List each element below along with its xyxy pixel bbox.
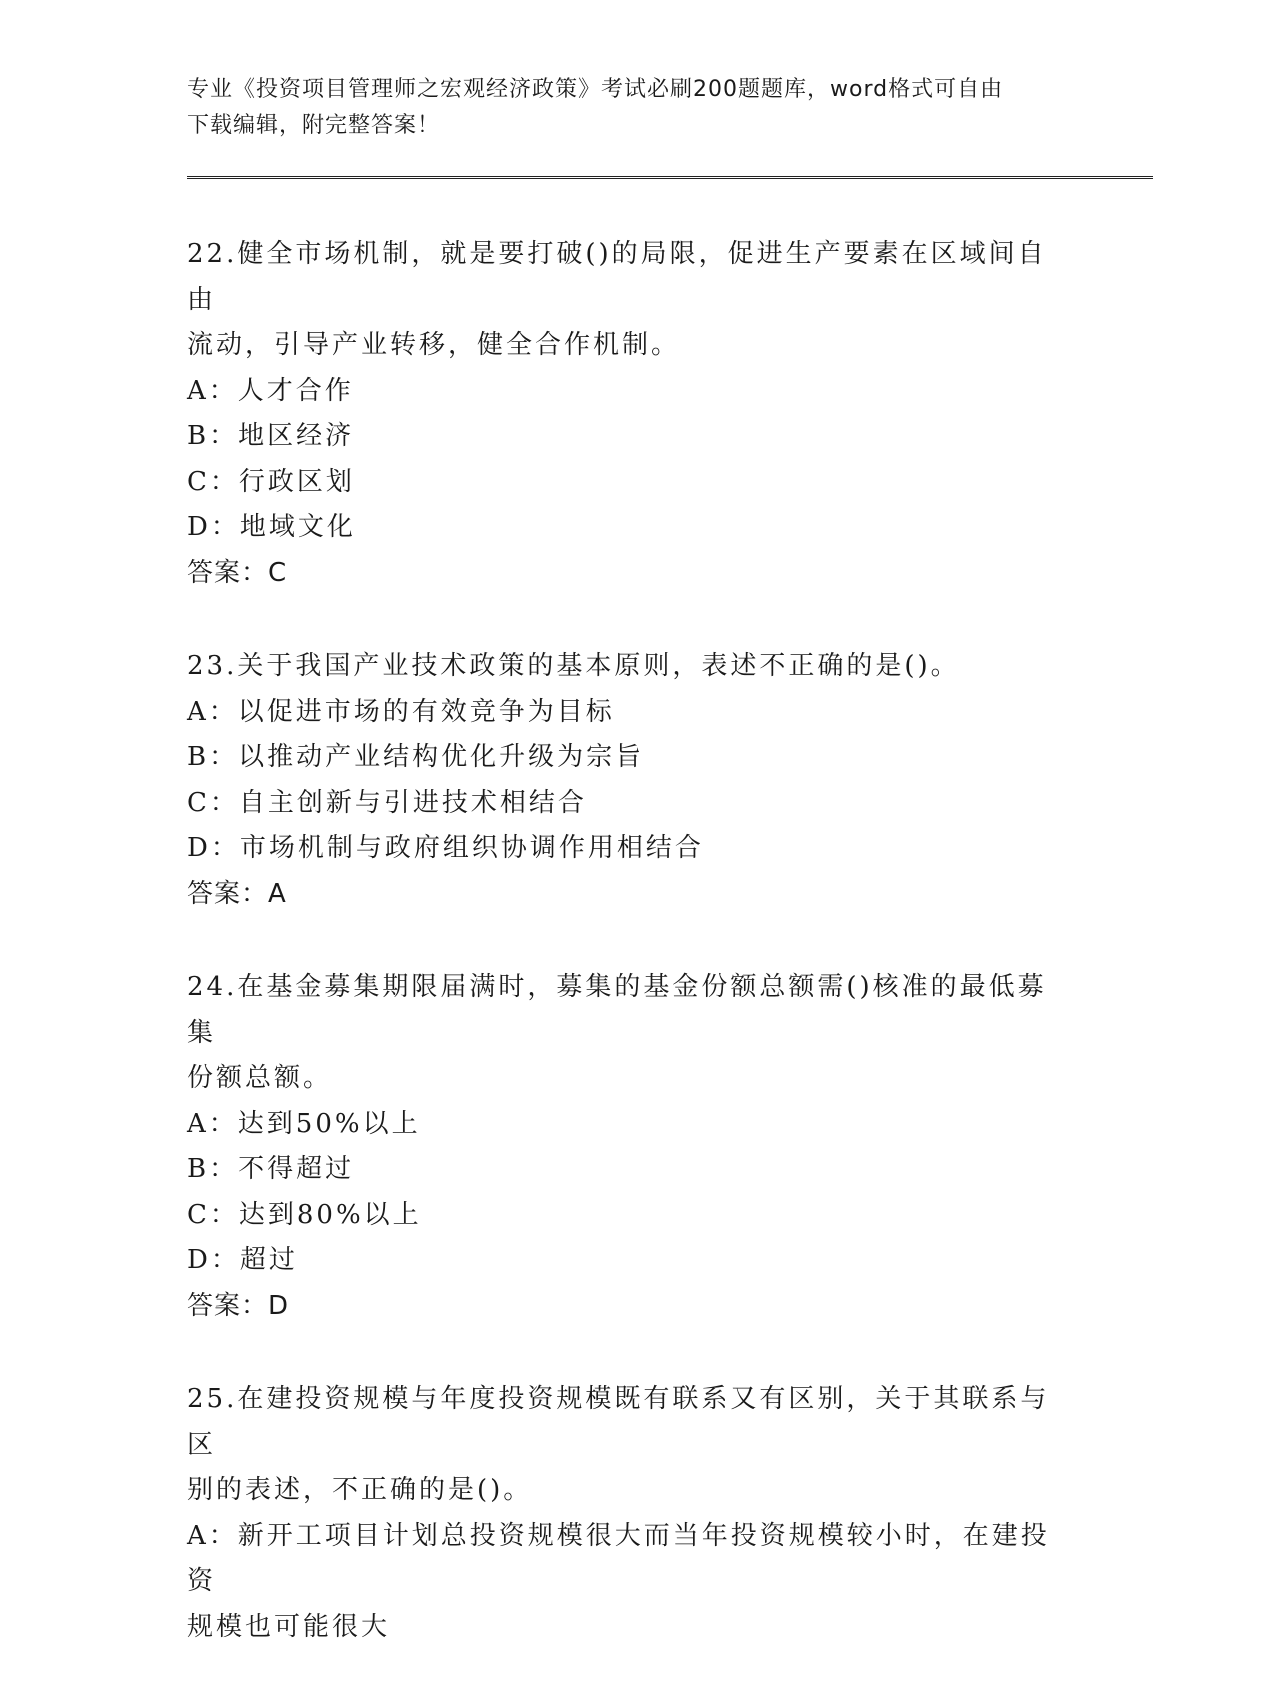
option-b: B：地区经济: [187, 421, 355, 451]
question-text-line-1: 22.健全市场机制，就是要打破()的局限，促进生产要素在区域间自由: [187, 239, 1047, 315]
answer: 答案：D: [187, 1290, 290, 1321]
option-d: D：市场机制与政府组织协调作用相结合: [187, 833, 704, 863]
question-23: [187, 644, 1067, 917]
header-line-1: 专业《投资项目管理师之宏观经济政策》考试必刷200题题库，word格式可自由: [187, 77, 1004, 102]
option-a: A：人才合作: [187, 375, 354, 406]
document-header: [187, 72, 1067, 144]
header-divider: [187, 176, 1153, 179]
option-c: C：行政区划: [187, 466, 355, 497]
question-24: [187, 965, 1067, 1329]
question-22: [187, 232, 1067, 596]
question-25: [187, 1377, 1067, 1650]
header-line-2: 下载编辑，附完整答案！: [187, 113, 441, 138]
answer: 答案：A: [187, 878, 287, 909]
option-a-continued: 规模也可能很大: [187, 1611, 391, 1642]
option-a: A：以促进市场的有效竞争为目标: [187, 696, 615, 727]
option-a: A：达到50%以上: [187, 1108, 421, 1139]
question-list: [187, 232, 1067, 1698]
option-b: B：不得超过: [187, 1154, 355, 1184]
question-text-line-2: 流动，引导产业转移，健全合作机制。: [187, 330, 681, 360]
question-text-line-2: 别的表述，不正确的是()。: [187, 1475, 533, 1505]
question-text-line-1: 24.在基金募集期限届满时，募集的基金份额总额需()核准的最低募集: [187, 972, 1047, 1048]
question-text-line-1: 25.在建投资规模与年度投资规模既有联系又有区别，关于其联系与区: [187, 1384, 1050, 1460]
question-text-line-2: 份额总额。: [187, 1063, 333, 1093]
question-text-line-1: 23.关于我国产业技术政策的基本原则，表述不正确的是()。: [187, 651, 960, 681]
option-b: B：以推动产业结构优化升级为宗旨: [187, 742, 645, 772]
option-d: D：地域文化: [187, 512, 356, 542]
option-a: A：新开工项目计划总投资规模很大而当年投资规模较小时，在建投资: [187, 1520, 1050, 1596]
option-d: D：超过: [187, 1245, 298, 1275]
option-c: C：达到80%以上: [187, 1199, 422, 1230]
option-c: C：自主创新与引进技术相结合: [187, 787, 587, 818]
answer: 答案：C: [187, 557, 288, 588]
